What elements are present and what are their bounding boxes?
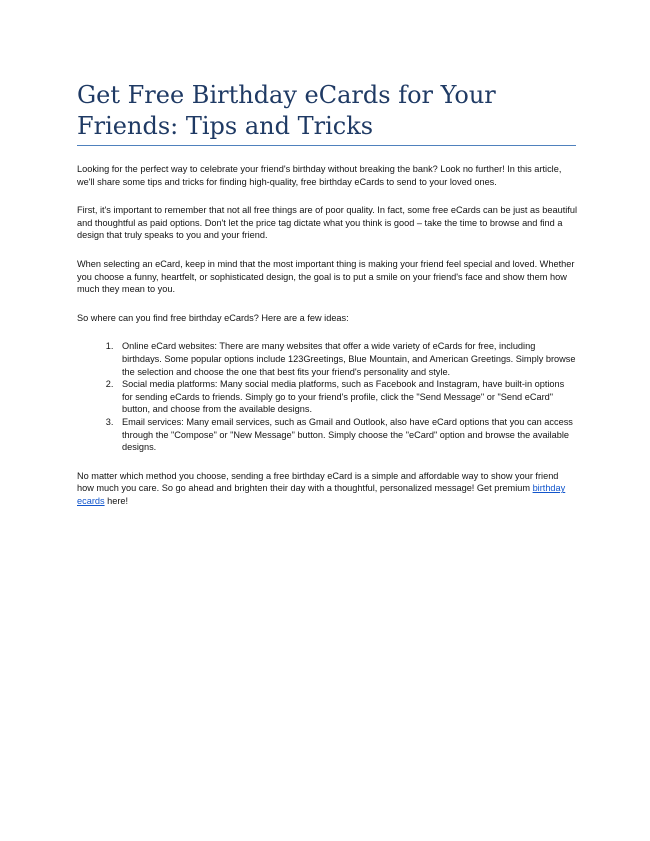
list-item-email-services: 3. Email services: Many email services, such as Gmail and Outlook, also have eCard options that you can access through the "Compose" or "New Message" button. Simply choose the "eCard" option and browse the available designs. [116,416,577,454]
ideas-intro-paragraph: So where can you find free birthday eCards? Here are a few ideas: [77,312,349,323]
ideas-list [77,340,577,453]
closing-text-end: here! [104,495,129,506]
birthday-ecards-link[interactable]: birthday ecards [77,483,566,506]
closing-paragraph [77,470,577,508]
quality-paragraph: First, it's important to remember that not all free things are of poor quality. In fact, some free eCards can be just as beautiful and thoughtful as paid options. Don't let the price tag dictate what you think is good – take the time to browse and find a design that truly speaks to you and your friend. [77,205,577,241]
selection-paragraph: When selecting an eCard, keep in mind that the most important thing is making your friend feel special and loved. Whether you choose a funny, heartfelt, or sophisticated design, the goal is to put a smile on your friend's face and show them how much they mean to you. [77,258,575,295]
document-title: Get Free Birthday eCards for Your Friends: Tips and Tricks [77,81,496,140]
list-item-online-ecard-websites: 1. Online eCard websites: There are many websites that offer a wide variety of eCards for free, including birthdays. Some popular options include 123Greetings, Blue Mountain, and American Greetings. Simply browse the selection and choose the one that best fits your friend's personality and style. [116,340,577,378]
intro-paragraph: Looking for the perfect way to celebrate your friend's birthday without breaking the bank? Look no further! In this article, we'll share some tips and tricks for finding high-quality, free birthday eCards to send to your loved ones. [77,164,562,187]
list-item-social-media-platforms: 2. Social media platforms: Many social media platforms, such as Facebook and Instagram, have built-in options for sending eCards to friends. Simply go to your friend's profile, click the "Send Message" or "Send eCard" button, and choose from the available designs. [116,378,577,416]
document-body [77,163,577,523]
closing-text: No matter which method you choose, sending a free birthday eCard is a simple and affordable way to show your friend how much you care. So go ahead and brighten their day with a thoughtful, personalized message! Get premium [77,470,559,494]
title-underline-rule [77,145,576,146]
